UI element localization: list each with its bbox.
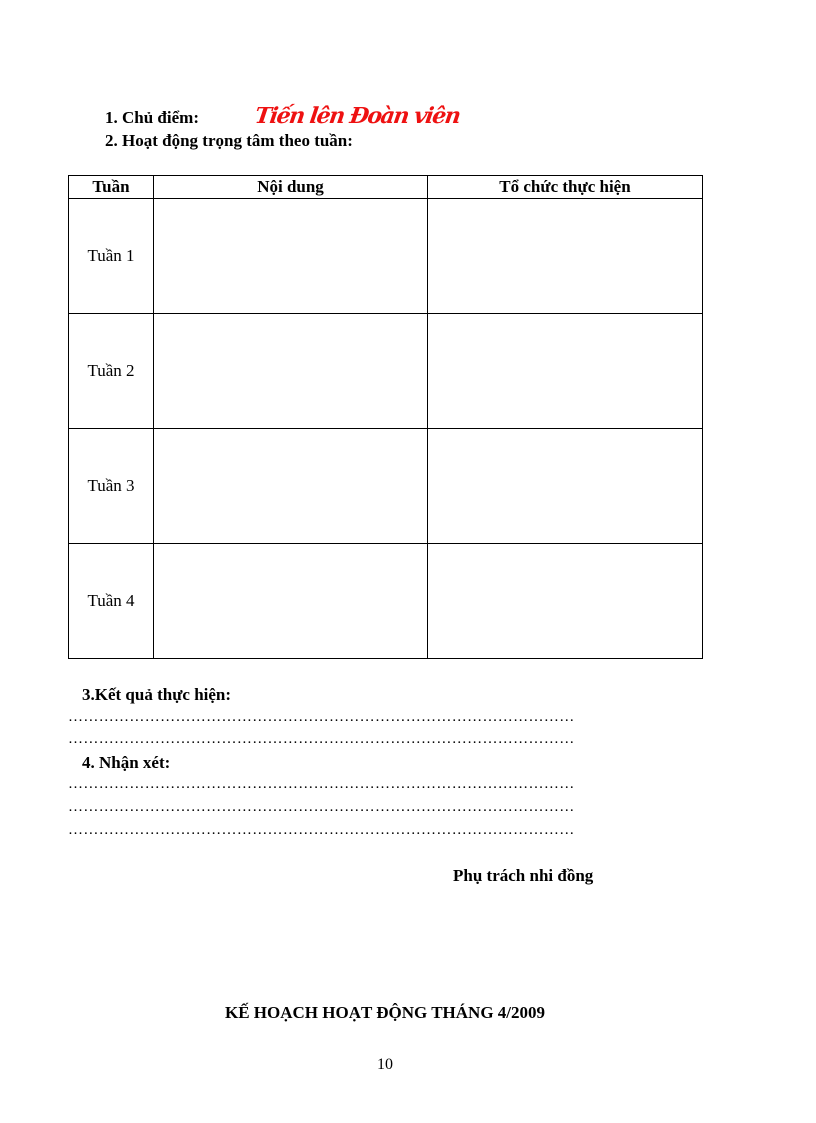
organization-cell (428, 544, 703, 659)
section-3-label: 3.Kết quả thực hiện: (82, 685, 232, 704)
table-header-row (69, 176, 703, 199)
remarks-dotted-line: ……………………………………………………………………………………… (68, 776, 575, 792)
content-cell (154, 314, 428, 429)
content-cell (154, 429, 428, 544)
results-dotted-line: ……………………………………………………………………………………… (68, 731, 575, 747)
remarks-dotted-line: ……………………………………………………………………………………… (68, 822, 575, 838)
week-cell: Tuần 3 (69, 429, 154, 544)
week-cell: Tuần 4 (69, 544, 154, 659)
header-content: Nội dung (154, 176, 428, 199)
section-4-label: 4. Nhận xét: (82, 753, 171, 772)
plan-title: KẾ HOẠCH HOẠT ĐỘNG THÁNG 4/2009 (224, 1003, 546, 1022)
organization-cell (428, 429, 703, 544)
section-2-label: 2. Hoạt động trọng tâm theo tuần: (105, 131, 353, 150)
week-cell: Tuần 2 (69, 314, 154, 429)
table-row (69, 199, 703, 314)
table-row (69, 314, 703, 429)
signature-label: Phụ trách nhi đồng (453, 866, 594, 885)
remarks-dotted-line: ……………………………………………………………………………………… (68, 799, 575, 815)
header-organization: Tổ chức thực hiện (428, 176, 703, 199)
header-week: Tuần (69, 176, 154, 199)
results-dotted-line: ……………………………………………………………………………………… (68, 709, 575, 725)
content-cell (154, 199, 428, 314)
page-number: 10 (377, 1056, 393, 1073)
theme-title: Tiến lên Đoàn viên (253, 103, 462, 129)
table-row (69, 544, 703, 659)
section-1-label: 1. Chủ điểm: (105, 108, 199, 127)
week-cell: Tuần 1 (69, 199, 154, 314)
organization-cell (428, 314, 703, 429)
table-row (69, 429, 703, 544)
organization-cell (428, 199, 703, 314)
weekly-plan-table (68, 175, 703, 659)
content-cell (154, 544, 428, 659)
